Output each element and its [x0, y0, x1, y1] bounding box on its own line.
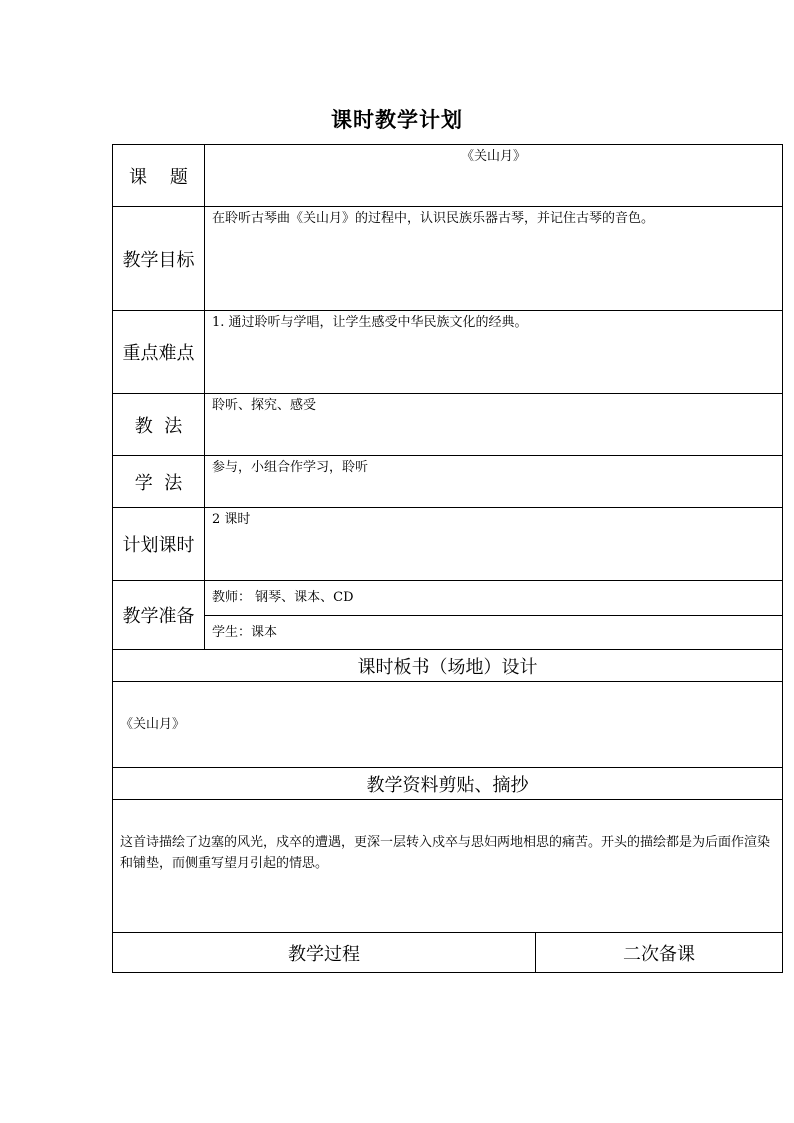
learning-method-cell	[205, 456, 783, 508]
second-preparation-heading: 二次备课	[536, 933, 783, 973]
teaching-method-row	[113, 394, 783, 456]
planned-hours-row	[113, 508, 783, 581]
learning-method-row	[113, 456, 783, 508]
materials-heading-row	[113, 768, 783, 800]
footer-row	[113, 933, 783, 973]
preparation-label: 教学准备	[113, 581, 205, 650]
board-design-cell	[113, 682, 783, 768]
planned-hours-cell	[205, 508, 783, 581]
key-points-label: 重点难点	[113, 311, 205, 394]
learning-method-label: 学 法	[113, 456, 205, 508]
preparation-student-value: 学生：课本	[212, 624, 278, 640]
teaching-method-cell	[205, 394, 783, 456]
preparation-teacher-value: 教师： 钢琴、课本、CD	[212, 590, 354, 605]
planned-hours-value: 2 课时	[212, 512, 251, 527]
board-design-content: 《关山月》	[120, 716, 186, 732]
teaching-process-heading: 教学过程	[113, 933, 536, 973]
materials-heading: 教学资料剪贴、摘抄	[113, 768, 783, 800]
board-design-heading-row	[113, 650, 783, 682]
materials-content-row	[113, 800, 783, 933]
topic-value: 《关山月》	[461, 149, 527, 164]
learning-method-value: 参与，小组合作学习，聆听	[212, 460, 369, 475]
preparation-teacher-cell	[205, 581, 783, 616]
materials-content: 这首诗描绘了边塞的风光，戍卒的遭遇，更深一层转入戍卒与思妇两地相思的痛苦。开头的描绘都是为后面作渲染和铺垫，而侧重写望月引起的情思。	[120, 835, 771, 871]
goal-value: 在聆听古琴曲《关山月》的过程中，认识民族乐器古琴，并记住古琴的音色。	[212, 211, 655, 226]
topic-row	[113, 145, 783, 207]
preparation-student-row	[113, 616, 783, 650]
topic-cell	[205, 145, 783, 207]
topic-label: 课 题	[113, 145, 205, 207]
materials-cell	[113, 800, 783, 933]
goal-cell	[205, 207, 783, 311]
key-points-row	[113, 311, 783, 394]
key-points-value: 1. 通过聆听与学唱，让学生感受中华民族文化的经典。	[212, 315, 528, 330]
teaching-method-value: 聆听、探究、感受	[212, 398, 317, 413]
key-points-cell	[205, 311, 783, 394]
page-title: 课时教学计划	[331, 108, 463, 132]
goal-row	[113, 207, 783, 311]
board-design-heading: 课时板书（场地）设计	[113, 650, 783, 682]
teaching-method-label: 教 法	[113, 394, 205, 456]
preparation-teacher-row	[113, 581, 783, 616]
lesson-plan-table	[112, 144, 783, 973]
board-design-content-row	[113, 682, 783, 768]
planned-hours-label: 计划课时	[113, 508, 205, 581]
goal-label: 教学目标	[113, 207, 205, 311]
preparation-student-cell	[205, 616, 783, 650]
